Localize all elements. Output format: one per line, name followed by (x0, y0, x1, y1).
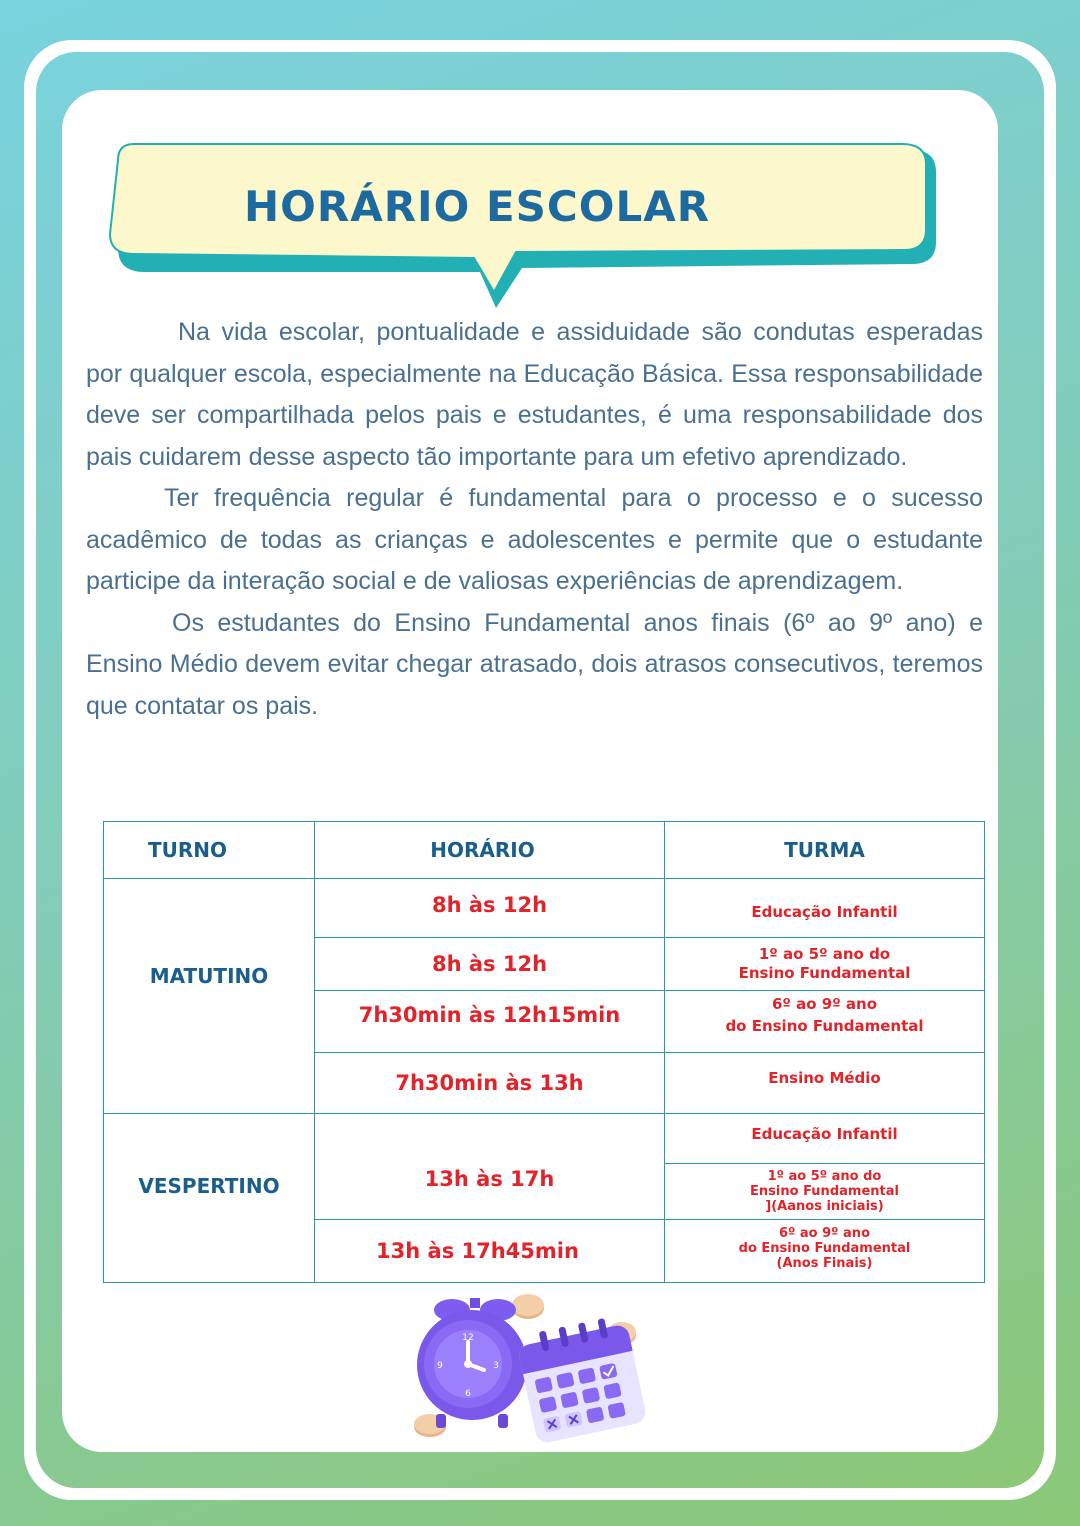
horario-cell: 8h às 12h (315, 879, 665, 938)
clock-calendar-illustration (400, 1290, 650, 1450)
header-turno: TURNO (104, 822, 315, 879)
page-title: HORÁRIO ESCOLAR (244, 182, 711, 231)
svg-text:3: 3 (493, 1361, 499, 1371)
horario-cell: 8h às 12h (315, 938, 665, 991)
turno-vespertino: VESPERTINO (104, 1114, 315, 1283)
paragraph-1: Na vida escolar, pontualidade e assiduidade são condutas esperadas por qualquer escola, especialmente na Educação Básica. Essa responsabilidade deve ser compartilhada pelos pais e estudantes, é uma responsabilidade dos pais cuidarem desse aspecto tão importante para um efetivo aprendizado. (86, 318, 983, 471)
paragraph-2: Ter frequência regular é fundamental para o processo e o sucesso acadêmico de todas as crianças e adolescentes e permite que o estudante participe da interação social e de valiosas experiências de aprendizagem. (86, 484, 983, 595)
svg-text:9: 9 (437, 1361, 443, 1371)
schedule-table (103, 821, 985, 1283)
header-turma: TURMA (665, 822, 985, 879)
table-row (104, 1114, 985, 1164)
turma-cell: Educação Infantil (665, 879, 985, 938)
turma-cell: 1º ao 5º ano do Ensino Fundamental ](Aanos iniciais) (665, 1164, 985, 1220)
horario-cell: 13h às 17h (315, 1114, 665, 1220)
paragraph-3: Os estudantes do Ensino Fundamental anos finais (6º ao 9º ano) e Ensino Médio devem evitar chegar atrasado, dois atrasos consecutivos, teremos que contatar os pais. (86, 608, 983, 720)
title-speech-bubble (104, 142, 944, 312)
horario-cell: 7h30min às 13h (315, 1053, 665, 1114)
turma-cell: Educação Infantil (665, 1114, 985, 1164)
horario-cell: 7h30min às 12h15min (315, 991, 665, 1053)
turno-matutino: MATUTINO (104, 879, 315, 1114)
svg-text:12: 12 (462, 1333, 474, 1343)
table-header-row (104, 822, 985, 879)
turma-cell: 6º ao 9º ano do Ensino Fundamental (665, 991, 985, 1053)
turma-cell: 1º ao 5º ano do Ensino Fundamental (665, 938, 985, 991)
turma-cell: Ensino Médio (665, 1053, 985, 1114)
turma-cell: 6º ao 9º ano do Ensino Fundamental (Anos Finais) (665, 1220, 985, 1283)
svg-text:6: 6 (465, 1389, 471, 1399)
table-row (104, 879, 985, 938)
horario-cell: 13h às 17h45min (315, 1220, 665, 1283)
intro-text (86, 312, 983, 727)
calendar-icon (515, 1314, 647, 1445)
coin-icon (512, 1294, 544, 1319)
alarm-clock-icon (417, 1298, 527, 1428)
header-horario: HORÁRIO (315, 822, 665, 879)
